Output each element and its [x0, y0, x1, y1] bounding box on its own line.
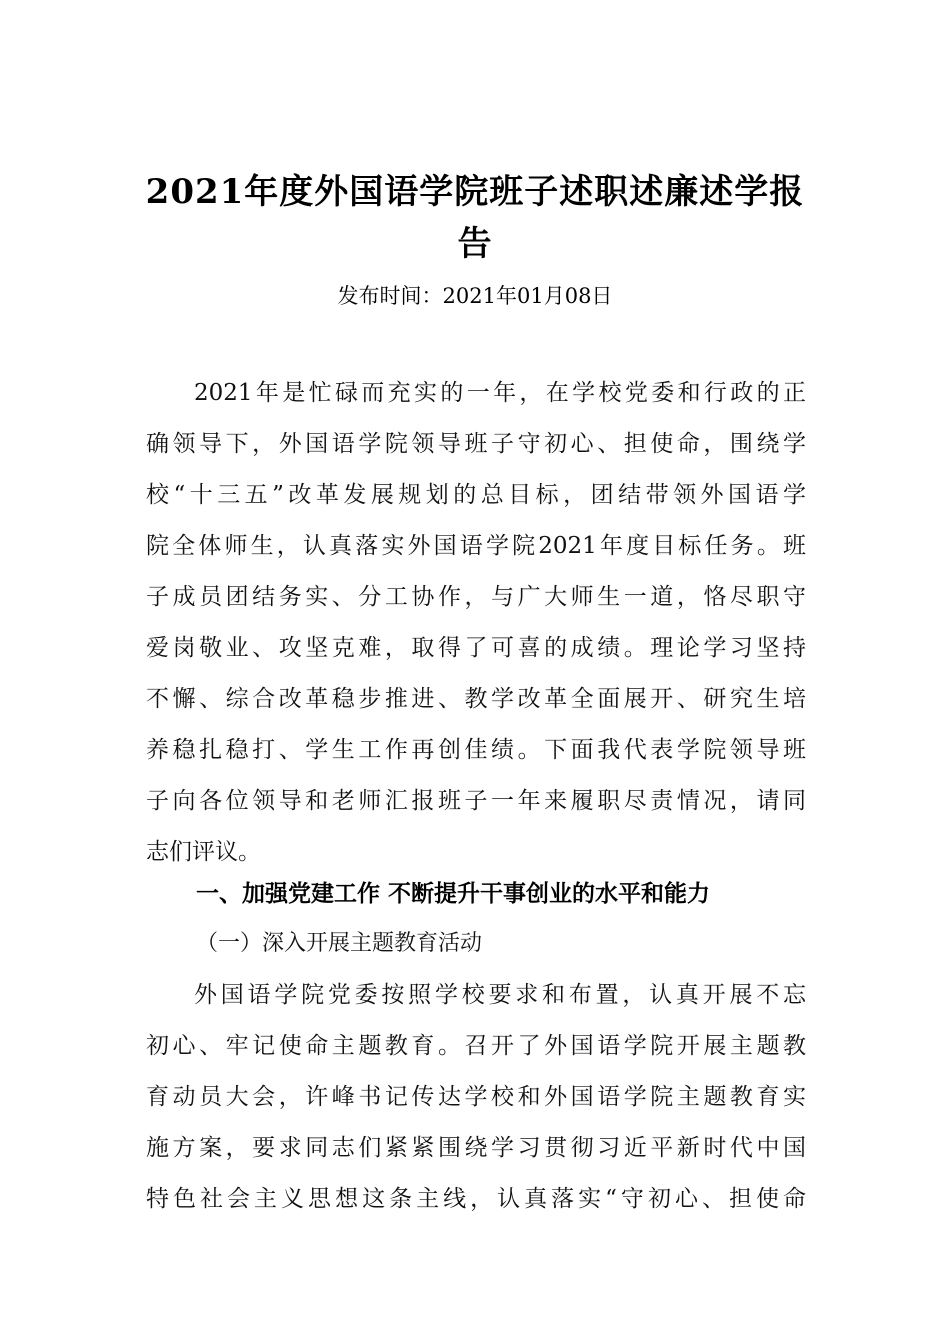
paragraph-line: 育动员大会，许峰书记传达学校和外国语学院主题教育实: [146, 1084, 806, 1110]
paragraph-line: 特色社会主义思想这条主线，认真落实“守初心、担使命: [146, 1186, 806, 1212]
publish-date: 发布时间：2021年01月08日: [337, 284, 613, 308]
paragraph-line: 养稳扎稳打、学生工作再创佳绩。下面我代表学院领导班: [146, 737, 806, 763]
paragraph-line: 不懈、综合改革稳步推进、教学改革全面展开、研究生培: [146, 686, 806, 712]
paragraph-1: [146, 368, 806, 878]
paragraph-line: 确领导下，外国语学院领导班子守初心、担使命，围绕学: [146, 431, 806, 457]
paragraph-line: 校“十三五”改革发展规划的总目标，团结带领外国语学: [146, 482, 806, 508]
paragraph-line: 志们评议。: [146, 839, 261, 865]
paragraph-line: 2021年是忙碌而充实的一年，在学校党委和行政的正: [194, 380, 806, 406]
paragraph-line: 子向各位领导和老师汇报班子一年来履职尽责情况，请同: [146, 788, 806, 814]
document-title: 2021年度外国语学院班子述职述廉述学报告: [145, 172, 805, 264]
section-heading: 一、加强党建工作 不断提升干事创业的水平和能力: [196, 881, 711, 907]
paragraph-line: 初心、牢记使命主题教育。召开了外国语学院开展主题教: [146, 1033, 806, 1059]
paragraph-line: 院全体师生，认真落实外国语学院2021年度目标任务。班: [146, 533, 806, 559]
paragraph-line: 爱岗敬业、攻坚克难，取得了可喜的成绩。理论学习坚持: [146, 635, 806, 661]
paragraph-line: 外国语学院党委按照学校要求和布置，认真开展不忘: [194, 982, 806, 1008]
paragraph-line: 施方案，要求同志们紧紧围绕学习贯彻习近平新时代中国: [146, 1135, 806, 1161]
paragraph-line: 子成员团结务实、分工协作，与广大师生一道，恪尽职守: [146, 584, 806, 610]
subsection-heading: （一）深入开展主题教育活动: [196, 931, 483, 956]
paragraph-2: [146, 970, 806, 1225]
